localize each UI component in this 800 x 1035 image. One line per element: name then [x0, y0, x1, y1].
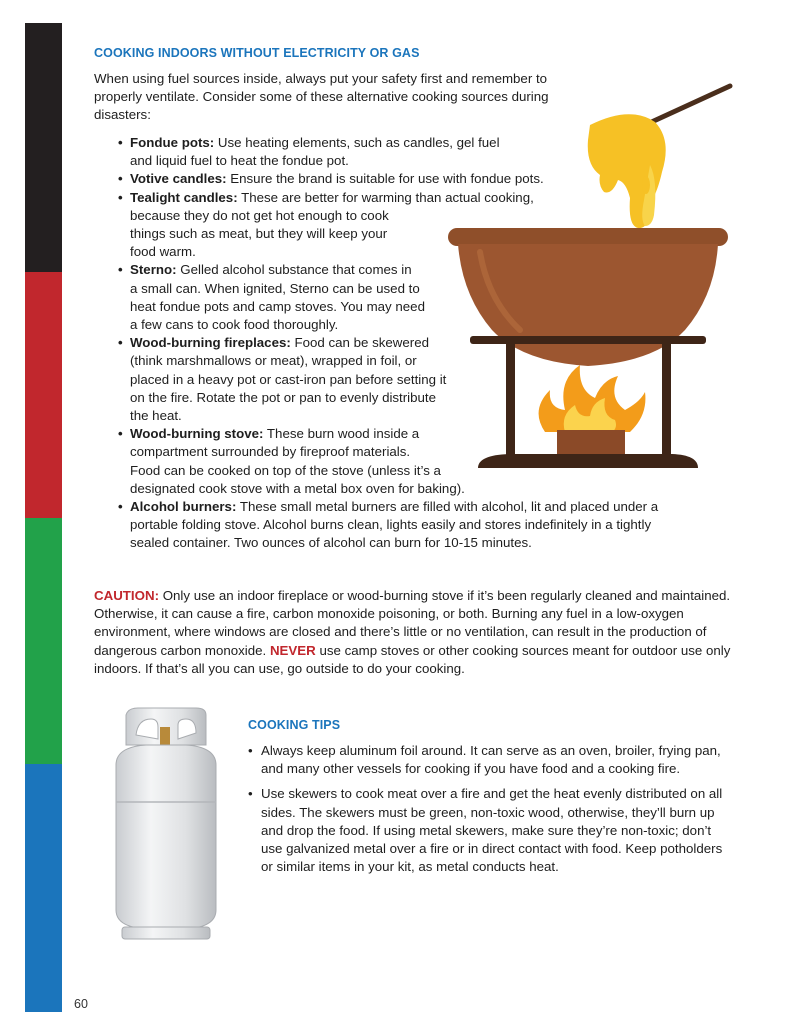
tank-foot-ring — [122, 927, 210, 939]
tips-list — [248, 742, 728, 883]
alternative-cooking-list — [118, 134, 718, 553]
list-item: • Fondue pots: Use heating elements, such as candles, gel fuel and liquid fuel to heat the fondue pot. — [118, 134, 718, 170]
list-item: • Wood-burning stove: These burn wood inside a compartment surrounded by fireproof materials. Food can be cooked on top of the stove (unless it’s a designated cook stove with a metal box oven for baking). — [118, 425, 718, 498]
side-bar-blue — [25, 764, 62, 1012]
list-item: • Votive candles: Ensure the brand is suitable for use with fondue pots. — [118, 170, 718, 188]
list-item: • Sterno: Gelled alcohol substance that comes in a small can. When ignited, Sterno can be used to heat fondue pots and camp stoves. You may need a few cans to cook food thoroughly. — [118, 261, 718, 334]
intro-paragraph: When using fuel sources inside, always put your safety first and remember to properly ventilate. Consider some of these alternative cooking sources during disasters: — [94, 71, 549, 123]
section-heading: COOKING INDOORS WITHOUT ELECTRICITY OR GAS — [94, 46, 420, 60]
list-item: • Tealight candles: These are better for warming than actual cooking, because they do not get hot enough to cook things such as meat, but they will keep your food warm. — [118, 189, 718, 262]
side-bar-red — [25, 272, 62, 518]
valve-icon — [160, 727, 170, 745]
side-bar-black — [25, 23, 62, 272]
caution-label: CAUTION: — [94, 588, 159, 603]
never-emphasis: NEVER — [269, 642, 316, 658]
page-number: 60 — [74, 997, 88, 1011]
list-item: • Alcohol burners: These small metal burners are filled with alcohol, lit and placed under a portable folding stove. Alcohol burns clean, lights easily and stores indefinitely in a tightly sealed container. Two ounces of alcohol can burn for 10-15 minutes. — [118, 498, 718, 553]
list-item: • Always keep aluminum foil around. It can serve as an oven, broiler, frying pan, and many other vessels for cooking if you have food and a cooking fire. — [248, 742, 728, 778]
propane-tank-illustration — [96, 705, 236, 945]
side-bar-green — [25, 518, 62, 764]
caution-paragraph: CAUTION: Only use an indoor fireplace or wood-burning stove if it’s been regularly cleaned and maintained. Otherwise, it can cause a fire, carbon monoxide poisoning, or both. Burning any fuel in a low-oxygen environment, where windows are closed and there’s little or no ventilation, can result in the production of dangerous carbon monoxide. NEVER use camp stoves or other cooking sources meant for outdoor use only indoors. If that’s all you can use, go outside to do your cooking. — [94, 588, 731, 676]
list-item: • Use skewers to cook meat over a fire and get the heat evenly distributed on all sides. The skewers must be green, non-toxic wood, otherwise, they’ll burn up and drop the food. If using metal skewers, make sure they’re non-toxic; don’t use galvanized metal over a fire or in direct contact with food. Keep potholders or similar items in your kit, as metal conducts heat. — [248, 785, 728, 876]
skewer — [645, 86, 730, 125]
list-item: • Wood-burning fireplaces: Food can be skewered (think marshmallows or meat), wrapped in foil, or placed in a heavy pot or cast-iron pan before setting it on the fire. Rotate the pot or pan to evenly distribute the heat. — [118, 334, 718, 425]
tank-body — [116, 745, 216, 929]
tips-heading: COOKING TIPS — [248, 718, 341, 732]
